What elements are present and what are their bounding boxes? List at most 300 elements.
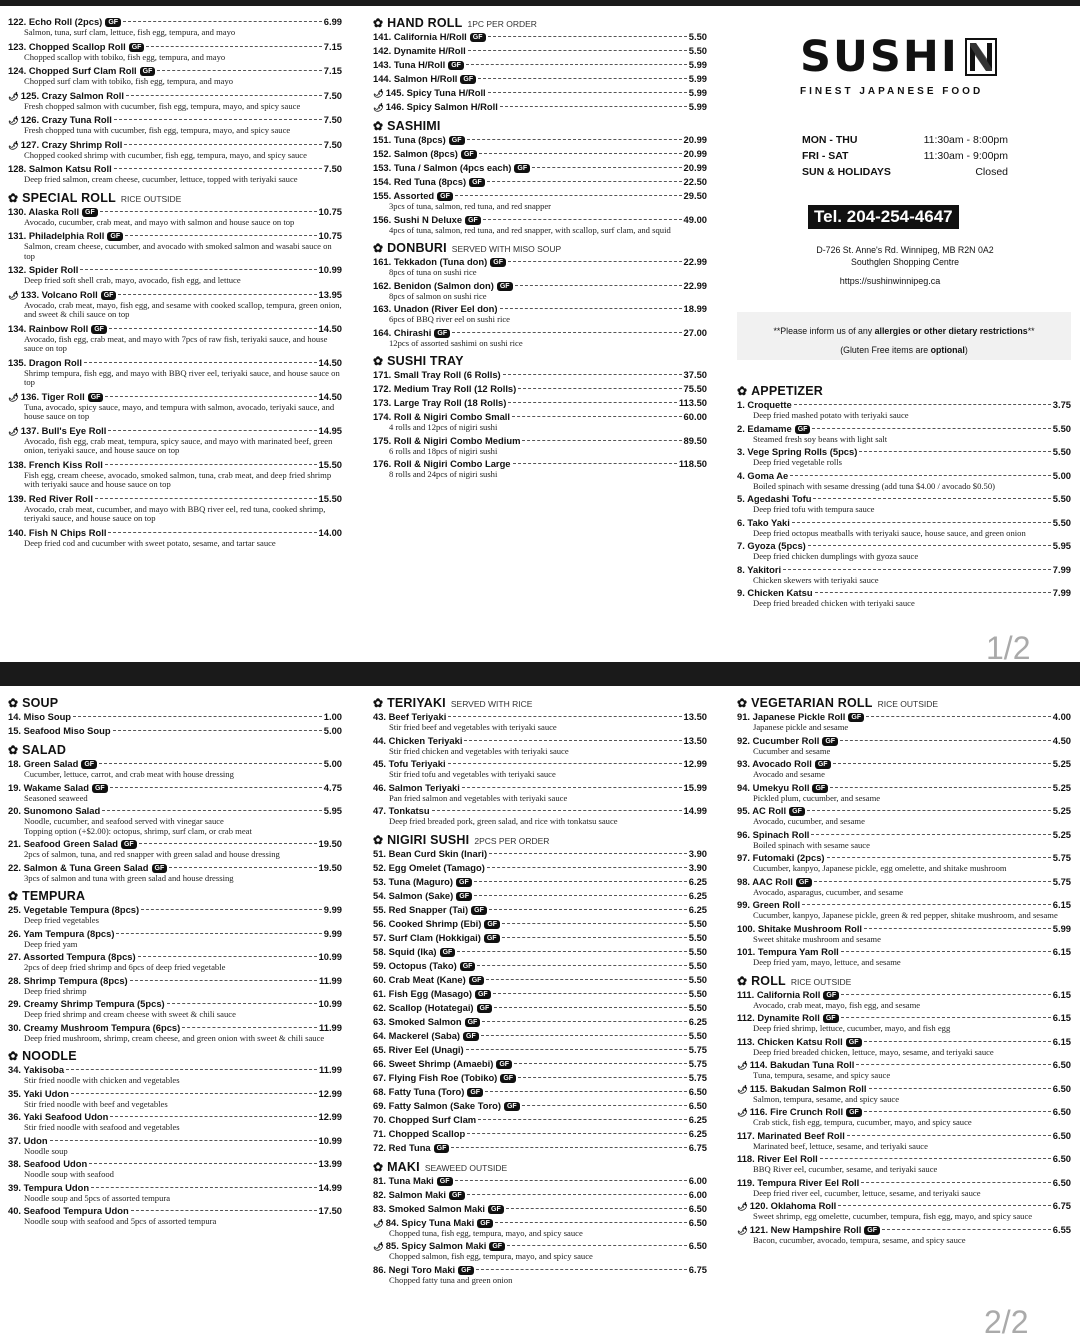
menu-item <box>373 435 707 457</box>
menu-item <box>8 975 342 997</box>
menu-item-price: 6.50 <box>1052 1129 1071 1141</box>
gluten-free-badge: GF <box>101 291 117 300</box>
dot-leader <box>73 716 322 717</box>
menu-item-row <box>373 383 707 395</box>
menu-item-name: 72. Red Tuna <box>373 1141 431 1153</box>
menu-item-description: Stir fried noodle with beef and vegetables <box>24 1098 168 1109</box>
menu-item-name: 164. Chirashi <box>373 326 432 338</box>
menu-item-name-wrap <box>373 1203 504 1215</box>
menu-item <box>737 1177 1071 1199</box>
menu-item-description: Cucumber, kanpyo, Japanese pickle, green & red pepper, shitake mushroom, and sesame <box>753 910 1058 920</box>
menu-item-price: 14.95 <box>318 424 342 436</box>
menu-item-description: Deep fried salmon, cream cheese, cucumber, lettuce, topped with teriyaki sauce <box>24 174 298 184</box>
menu-item-name-wrap <box>373 876 472 888</box>
menu-item-description: Salmon, cream cheese, cucumber, and avocado with smoked salmon and wasabi sauce on top <box>24 241 332 261</box>
menu-item-name-wrap <box>373 932 500 944</box>
gluten-free-badge: GF <box>846 1108 862 1117</box>
menu-item-row <box>8 975 342 987</box>
menu-item-name: 71. Chopped Scallop <box>373 1127 466 1139</box>
dot-leader <box>102 810 322 811</box>
menu-item-name: 69. Fatty Salmon (Sake Toro) <box>373 1099 501 1111</box>
menu-item-price: 15.50 <box>318 492 342 504</box>
menu-item <box>8 928 342 950</box>
menu-item-price: 19.50 <box>318 861 342 873</box>
hours-row <box>802 164 1008 180</box>
menu-column <box>373 16 707 482</box>
menu-item-name: 83. Smoked Salmon Maki <box>373 1202 486 1214</box>
menu-item-name: 173. Large Tray Roll (18 Rolls) <box>373 397 507 408</box>
menu-item-description: Stir fried noodle with chicken and vegetables <box>24 1075 180 1085</box>
gluten-free-badge: GF <box>449 1191 465 1200</box>
flower-icon: ✿ <box>8 190 19 205</box>
dot-leader <box>91 1187 316 1188</box>
dot-leader <box>808 545 1051 546</box>
dot-leader <box>452 332 681 333</box>
menu-item-price: 5.50 <box>1052 422 1071 434</box>
menu-item-name: 95. AC Roll <box>737 805 787 816</box>
menu-item-name-wrap <box>8 139 122 151</box>
menu-item-price: 5.50 <box>688 931 707 943</box>
gluten-free-badge: GF <box>514 164 530 173</box>
phone-number[interactable]: Tel. 204-254-4647 <box>808 205 959 229</box>
menu-item-row <box>373 397 707 409</box>
dot-leader <box>110 1116 316 1117</box>
menu-item-name: 25. Vegetable Tempura (8pcs) <box>8 904 140 915</box>
menu-item <box>373 862 707 874</box>
page-number: 1/2 <box>986 630 1031 662</box>
menu-item-row <box>373 327 707 339</box>
flower-icon: ✿ <box>8 696 19 710</box>
menu-item-name-wrap <box>8 357 82 369</box>
menu-item-description: Deep fried yam <box>24 938 78 949</box>
menu-item-price: 6.25 <box>688 1113 707 1125</box>
page-number: 2/2 <box>984 1304 1029 1340</box>
menu-item-price: 10.99 <box>318 951 342 962</box>
menu-item-price: 37.50 <box>683 369 707 380</box>
menu-item-row <box>8 527 342 539</box>
section-header <box>373 1160 707 1174</box>
menu-item-description: Avocado, fish egg, crab meat, tempura, spicy sauce, and mayo with marinated beef, green onion, teriyaki sauce, and house sauce on top <box>24 435 333 455</box>
menu-item-name: 55. Red Snapper (Tai) <box>373 903 469 915</box>
menu-item-description: Deep fried octopus meatballs with teriyaki sauce, house sauce, and green onion <box>753 527 1026 538</box>
menu-item-row <box>8 782 342 794</box>
dot-leader <box>811 834 1050 835</box>
menu-item-price: 7.50 <box>323 89 342 101</box>
menu-item-name: 21. Seafood Green Salad <box>8 838 118 849</box>
dot-leader <box>432 810 682 811</box>
dot-leader <box>110 787 322 788</box>
menu-item-row <box>737 989 1071 1001</box>
menu-item-row <box>8 928 342 940</box>
menu-item-name: 96. Spinach Roll <box>737 828 810 840</box>
menu-item-price: 5.25 <box>1052 781 1071 793</box>
menu-item-name: 151. Tuna (8pcs) <box>373 134 446 145</box>
menu-item <box>8 230 342 261</box>
menu-item-price: 13.50 <box>683 734 707 746</box>
menu-item-name-wrap <box>373 890 472 902</box>
chili-pepper-icon: 🌶 <box>8 289 19 300</box>
menu-item <box>8 459 342 490</box>
menu-item <box>8 527 342 549</box>
gluten-free-badge: GF <box>484 934 500 943</box>
gluten-free-badge: GF <box>465 216 481 225</box>
section-title: TERIYAKI <box>387 696 446 710</box>
dot-leader <box>518 388 681 389</box>
menu-item-price: 12.99 <box>318 1087 342 1099</box>
menu-item-row <box>8 391 342 403</box>
menu-item <box>737 946 1071 968</box>
menu-item-description: Fresh chopped salmon with cucumber, fish egg, tempura, mayo, and spicy sauce <box>24 100 301 111</box>
dot-leader <box>856 1064 1050 1065</box>
menu-item-description: Seasoned seaweed <box>24 792 88 803</box>
menu-item-price: 14.99 <box>683 805 707 816</box>
menu-item <box>737 1012 1071 1034</box>
menu-item-name-wrap <box>373 162 530 174</box>
menu-item-name-wrap <box>8 391 103 403</box>
menu-item-name: 67. Flying Fish Roe (Tobiko) <box>373 1071 498 1083</box>
dot-leader <box>532 167 681 168</box>
menu-item <box>373 1114 707 1126</box>
dot-leader <box>506 1208 687 1209</box>
menu-item-description: 2pcs of salmon, tuna, and red snapper with green salad and house dressing <box>24 849 280 859</box>
menu-item-name: 53. Tuna (Maguro) <box>373 875 454 887</box>
menu-item <box>373 148 707 160</box>
section-subtitle: 2PCS PER ORDER <box>474 835 550 846</box>
menu-item-row <box>373 435 707 447</box>
menu-item-name-wrap <box>8 782 108 794</box>
menu-item <box>8 782 342 804</box>
dot-leader <box>124 144 321 145</box>
menu-item-price: 11.99 <box>319 1064 342 1075</box>
dot-leader <box>486 979 686 980</box>
dot-leader <box>813 498 1050 499</box>
menu-item-price: 6.25 <box>688 903 707 915</box>
section-subtitle: RICE OUTSIDE <box>790 976 852 987</box>
notice-text: ) <box>964 345 968 355</box>
menu-item-description: Sweet shrimp, egg omelette, cucumber, tempura, fish egg, mayo, and spicy sauce <box>753 1211 1033 1221</box>
menu-item-price: 5.75 <box>1052 875 1071 887</box>
menu-item-row <box>373 862 707 874</box>
dot-leader <box>507 1245 687 1246</box>
dot-leader <box>489 853 687 854</box>
menu-item-description: Boiled spinach with sesame sauce <box>753 839 870 850</box>
menu-item <box>8 725 342 737</box>
gluten-free-badge: GF <box>121 840 137 849</box>
menu-item-name: 8. Yakitori <box>737 563 782 575</box>
menu-item-description: 2pcs of deep fried shrimp and 6pcs of deep fried vegetable <box>24 962 226 972</box>
flower-icon: ✿ <box>373 119 384 133</box>
gluten-free-badge: GF <box>434 329 450 338</box>
menu-item-description: Deep fried vegetable rolls <box>753 457 843 467</box>
menu-item <box>373 758 707 780</box>
dot-leader <box>864 928 1051 929</box>
menu-item-row <box>373 848 707 860</box>
menu-item-description: Avocado and sesame <box>753 769 825 779</box>
chili-pepper-icon: 🌶 <box>373 88 384 98</box>
menu-item-name: 163. Unadon (River Eel don) <box>373 303 498 314</box>
menu-item-price: 6.50 <box>1052 1153 1071 1164</box>
menu-item <box>373 848 707 860</box>
menu-item-price: 10.99 <box>318 264 342 275</box>
flower-icon: ✿ <box>373 832 384 847</box>
menu-item-row <box>373 1016 707 1028</box>
gluten-free-badge: GF <box>437 192 453 201</box>
dot-leader <box>451 1147 686 1148</box>
menu-item-price: 6.99 <box>323 16 342 27</box>
menu-item-row <box>373 1030 707 1042</box>
menu-item-name: 56. Cooked Shrimp (Ebi) <box>373 917 482 929</box>
dot-leader <box>114 119 322 120</box>
menu-item-name: 4. Goma Ae <box>737 469 789 481</box>
notice-line <box>737 341 1071 360</box>
menu-item-description: Chopped tuna, fish egg, tempura, mayo, and spicy sauce <box>389 1227 583 1238</box>
menu-item-row <box>373 1264 707 1276</box>
menu-item-price: 11.99 <box>319 974 342 986</box>
gluten-free-badge: GF <box>82 208 98 217</box>
flower-icon: ✿ <box>8 743 19 757</box>
hours-time: 11:30am - 9:00pm <box>923 150 1008 162</box>
dot-leader <box>830 787 1051 788</box>
dot-leader <box>494 1007 686 1008</box>
menu-item-name-wrap <box>737 1036 862 1048</box>
menu-item <box>373 256 707 278</box>
menu-item-description: Avocado, fish egg, crab meat, and mayo with 7pcs of raw fish, teriyaki sauce, and house sauce on top <box>24 333 328 353</box>
menu-item-name-wrap <box>373 1002 492 1014</box>
menu-item-row <box>373 1044 707 1056</box>
menu-item <box>373 101 707 113</box>
menu-item-price: 5.00 <box>1052 469 1071 481</box>
menu-item-name-wrap <box>373 782 460 794</box>
menu-item-name: 139. Red River Roll <box>8 492 93 504</box>
menu-item-name: 100. Shitake Mushroom Roll <box>737 922 863 934</box>
menu-item-name: 1. Croquette <box>737 399 792 410</box>
dot-leader <box>141 909 322 910</box>
dot-leader <box>827 857 1051 858</box>
menu-item-price: 14.50 <box>318 390 342 402</box>
dot-leader <box>812 428 1050 429</box>
menu-item <box>737 782 1071 804</box>
gluten-free-badge: GF <box>484 920 500 929</box>
menu-item-row <box>8 862 342 874</box>
menu-item-name-wrap <box>373 1044 464 1056</box>
section-title: VEGETARIAN ROLL <box>751 696 873 710</box>
menu-item-name-wrap <box>373 1058 512 1070</box>
dot-leader <box>489 909 687 910</box>
menu-item-name: 130. Alaska Roll <box>8 205 80 217</box>
menu-item-price: 4.50 <box>1052 734 1071 746</box>
gluten-free-badge: GF <box>812 784 828 793</box>
menu-item-price: 5.50 <box>1052 516 1071 528</box>
menu-item <box>8 1135 342 1157</box>
menu-item-name: 37. Udon <box>8 1134 48 1146</box>
menu-item-row <box>373 1114 707 1126</box>
menu-item <box>373 1086 707 1098</box>
menu-item-name-wrap <box>737 423 810 435</box>
dot-leader <box>100 211 317 212</box>
menu-item-description: Noodle soup <box>24 1145 68 1156</box>
section-title: HAND ROLL <box>387 16 463 30</box>
menu-item <box>373 974 707 986</box>
menu-item <box>373 87 707 99</box>
menu-item-description: Steamed fresh soy beans with light salt <box>753 433 888 444</box>
dot-leader <box>131 1210 317 1211</box>
section-title: SALAD <box>22 743 67 757</box>
dot-leader <box>468 50 687 51</box>
menu-item-name-wrap <box>737 989 839 1001</box>
menu-item-name: 171. Small Tray Roll (6 Rolls) <box>373 369 501 380</box>
menu-item-name-wrap <box>737 1083 867 1095</box>
menu-item-description: Avocado, cucumber, and sesame <box>753 816 865 826</box>
menu-item-name-wrap <box>737 1177 859 1189</box>
menu-item-description: Deep fried shrimp, lettuce, cucumber, mayo, and fish egg <box>753 1023 951 1033</box>
menu-item-price: 13.99 <box>318 1158 342 1169</box>
flower-icon: ✿ <box>373 16 384 30</box>
dot-leader <box>455 195 682 196</box>
dot-leader <box>467 1133 687 1134</box>
menu-item-row <box>8 493 342 505</box>
menu-item-name: 47. Tonkatsu <box>373 805 430 816</box>
section-subtitle: 1PC PER ORDER <box>467 19 537 29</box>
menu-item-name: 28. Shrimp Tempura (8pcs) <box>8 974 128 986</box>
menu-item-row <box>737 923 1071 935</box>
menu-item-name: 85. Spicy Salmon Maki <box>385 1240 487 1251</box>
menu-item-description: Marinated beef, lettuce, sesame, and teriyaki sauce <box>753 1140 928 1151</box>
dot-leader <box>840 740 1051 741</box>
chili-pepper-icon: 🌶 <box>737 1060 748 1070</box>
menu-item-description: Deep fried yam, mayo, lettuce, and sesame <box>753 957 901 967</box>
menu-item <box>737 1083 1071 1105</box>
menu-item-description: 12pcs of assorted sashimi on sushi rice <box>389 337 523 348</box>
menu-item-row <box>737 1083 1071 1095</box>
menu-item-price: 22.99 <box>683 256 707 267</box>
menu-item-name: 92. Cucumber Roll <box>737 734 820 746</box>
section-subtitle: SERVED WITH RICE <box>450 699 533 709</box>
menu-item <box>8 1022 342 1044</box>
menu-item-description: Deep fried mashed potato with teriyaki sauce <box>753 410 909 420</box>
menu-item-description: Chopped fatty tuna and green onion <box>389 1274 513 1285</box>
gluten-free-badge: GF <box>465 1018 481 1027</box>
menu-item-name: 6. Tako Yaki <box>737 516 790 528</box>
section-title: SPECIAL ROLL <box>22 190 116 205</box>
menu-item <box>373 1175 707 1187</box>
menu-item-row <box>8 139 342 151</box>
menu-item-description: 4pcs of tuna, salmon, red tuna, and red snapper, with scallop, surf clam, and squid <box>389 224 671 235</box>
menu-item-price: 5.00 <box>323 725 342 736</box>
menu-item-name-wrap <box>373 369 501 381</box>
menu-item-row <box>8 1182 342 1194</box>
dot-leader <box>500 308 682 309</box>
menu-item-row <box>8 90 342 102</box>
dot-leader <box>864 1041 1051 1042</box>
menu-item <box>373 890 707 902</box>
menu-item-name-wrap <box>373 31 486 43</box>
menu-item-row <box>373 87 707 99</box>
menu-item-name-wrap <box>373 280 513 292</box>
menu-item-name: 54. Salmon (Sake) <box>373 889 454 901</box>
menu-item-price: 14.00 <box>318 526 342 538</box>
menu-item-name-wrap <box>373 73 476 85</box>
menu-item-row <box>8 1135 342 1147</box>
dot-leader <box>466 1049 687 1050</box>
menu-item-price: 22.50 <box>683 176 707 187</box>
menu-item-description: Avocado, crab meat, cucumber, and mayo with BBQ river eel, red tuna, cooked shrimp, teriyaki sauce, and house sauce on top <box>24 503 326 523</box>
menu-item-price: 6.50 <box>1052 1082 1071 1094</box>
menu-item-description: Deep fried shrimp <box>24 985 87 996</box>
menu-item-name: 146. Spicy Salmon H/Roll <box>385 101 498 112</box>
menu-item-name: 156. Sushi N Deluxe <box>373 213 463 225</box>
menu-item-description: Stir fried chicken and vegetables with teriyaki sauce <box>389 745 569 756</box>
menu-item-row <box>373 134 707 146</box>
menu-item-price: 5.95 <box>1052 540 1071 551</box>
menu-item-name: 143. Tuna H/Roll <box>373 59 446 70</box>
menu-item-price: 118.50 <box>678 458 707 469</box>
section-header <box>373 833 707 847</box>
menu-item-description: 6 rolls and 18pcs of nigiri sushi <box>389 445 498 456</box>
menu-item <box>737 540 1071 562</box>
menu-item-description: Deep fried soft shell crab, mayo, avocado, fish egg, and lettuce <box>24 275 241 285</box>
dot-leader <box>478 1119 687 1120</box>
dot-leader <box>99 763 322 764</box>
section-subtitle: RICE OUTSIDE <box>120 193 182 204</box>
opening-hours <box>802 132 1008 180</box>
menu-item-name-wrap <box>737 829 809 841</box>
menu-item-row <box>737 564 1071 576</box>
menu-item-row <box>737 517 1071 529</box>
menu-item-name-wrap <box>373 918 500 930</box>
menu-item-description: Pan fried salmon and vegetables with teriyaki sauce <box>389 792 568 803</box>
flower-icon: ✿ <box>373 696 384 710</box>
menu-item-description: Deep fried chicken dumplings with gyoza sauce <box>753 551 919 561</box>
menu-item-price: 5.50 <box>688 31 707 42</box>
menu-item <box>737 470 1071 492</box>
dot-leader <box>522 1105 687 1106</box>
menu-item-name: 112. Dynamite Roll <box>737 1012 820 1023</box>
menu-item-price: 9.99 <box>323 904 342 915</box>
menu-item <box>373 1072 707 1084</box>
menu-item-name-wrap <box>373 59 464 71</box>
menu-item-name: 68. Fatty Tuna (Toro) <box>373 1085 465 1097</box>
menu-item-name: 137. Bull's Eye Roll <box>20 424 107 436</box>
menu-item-name: 113. Chicken Katsu Roll <box>737 1035 843 1047</box>
menu-item-price: 6.50 <box>688 1202 707 1214</box>
menu-item-row <box>373 45 707 57</box>
menu-item-name: 40. Seafood Tempura Udon <box>8 1205 129 1216</box>
menu-item-description: Salmon, tempura, sesame, and spicy sauce <box>753 1093 900 1104</box>
menu-item-price: 3.75 <box>1052 399 1071 410</box>
menu-item-name: 60. Crab Meat (Kane) <box>373 973 466 985</box>
menu-item-name: 94. Umekyu Roll <box>737 781 810 793</box>
menu-item-name: 15. Seafood Miso Soup <box>8 725 111 736</box>
menu-item-name-wrap <box>8 1022 180 1034</box>
menu-item <box>373 1058 707 1070</box>
menu-item-price: 19.50 <box>318 838 342 849</box>
brand-logo <box>800 34 1030 97</box>
menu-item-name-wrap <box>373 904 487 916</box>
menu-item-price: 3.90 <box>688 861 707 873</box>
menu-item-price: 1.00 <box>323 711 342 722</box>
menu-item-price: 4.00 <box>1052 711 1071 722</box>
menu-item-name: 134. Rainbow Roll <box>8 322 89 334</box>
menu-item <box>373 45 707 57</box>
menu-item <box>373 1100 707 1112</box>
dot-leader <box>474 881 687 882</box>
menu-item-price: 17.50 <box>318 1205 342 1216</box>
website-link[interactable]: https://sushinwinnipeg.ca <box>839 276 941 286</box>
section-title: SUSHI TRAY <box>387 354 464 368</box>
menu-item-price: 5.99 <box>688 59 707 70</box>
menu-item-price: 13.95 <box>318 288 342 300</box>
menu-item-row <box>373 918 707 930</box>
